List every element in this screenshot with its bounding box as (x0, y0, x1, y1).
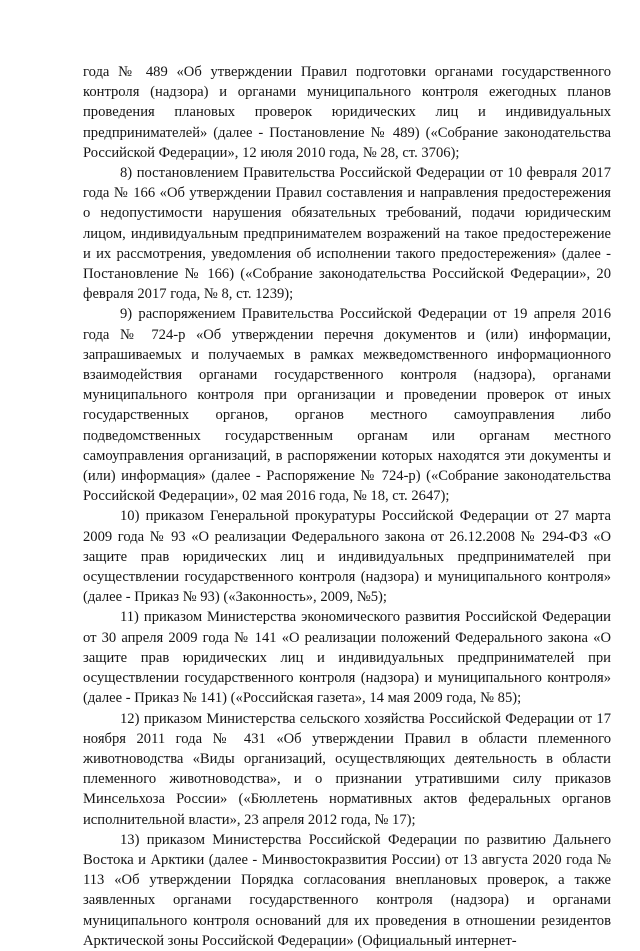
paragraph-item-12: 12) приказом Министерства сельского хозяйства Российской Федерации от 17 ноября 2011 года № 431 «Об утверждении Правил в области племенного животноводства «Виды организаций, осуществляющих деятельность в области племенного животноводства», и о признании утратившими силу приказов Минсельхоза России» («Бюллетень нормативных актов федеральных органов исполнительной власти», 23 апреля 2012 года, № 17); (83, 710, 611, 828)
paragraph-item-8: 8) постановлением Правительства Российской Федерации от 10 февраля 2017 года № 166 «Об утверждении Правил составления и направления предостережения о недопустимости нарушения обязательных требований, подачи юридическим лицом, индивидуальным предпринимателем возражений на такое предостережение и их рассмотрения, уведомления об исполнении такого предостережения» (далее - Постановление № 166) («Собрание законодательства Российской Федерации», 20 февраля 2017 года, № 8, ст. 1239); (83, 165, 611, 303)
paragraph-item-13: 13) приказом Министерства Российской Федерации по развитию Дальнего Востока и Арктики (далее - Минвостокразвития России) от 13 августа 2020 года № 113 «Об утверждении Порядка согласования внеплановых проверок, а также заявленных органами государственного контроля (надзора) и органами муниципального контроля оснований для их проведения в отношении резидентов Арктической зоны Российской Федерации» (Официальный интернет- (83, 831, 611, 949)
paragraph-item-9: 9) распоряжением Правительства Российской Федерации от 19 апреля 2016 года № 724-р «Об утверждении перечня документов и (или) информации, запрашиваемых и получаемых в рамках межведомственного информационного взаимодействия органами государственного контроля (надзора), органами муниципального контроля при организации и проведении проверок от иных государственных органов, органов местного самоуправления либо подведомственных государственным органам или органам местного самоуправления организаций, в распоряжении которых находятся эти документы и (или) информация» (далее - Распоряжение № 724-р) («Собрание законодательства Российской Федерации», 02 мая 2016 года, № 18, ст. 2647); (83, 306, 611, 505)
document-body (83, 62, 611, 951)
paragraph-7-continuation: года № 489 «Об утверждении Правил подготовки органами государственного контроля (надзора) и органами муниципального контроля ежегодных планов проведения плановых проверок юридических лиц и индивидуальных предпринимателей» (далее - Постановление № 489) («Собрание законодательства Российской Федерации», 12 июля 2010 года, № 28, ст. 3706); (83, 64, 611, 161)
paragraph-item-11: 11) приказом Министерства экономического развития Российской Федерации от 30 апреля 2009 года № 141 «О реализации положений Федерального закона «О защите прав юридических лиц и индивидуальных предпринимателей при осуществлении государственного контроля (надзора) и муниципального контроля» (далее - Приказ № 141) («Российская газета», 14 мая 2009 года, № 85); (83, 609, 611, 707)
paragraph-item-10: 10) приказом Генеральной прокуратуры Российской Федерации от 27 марта 2009 года № 93 «О реализации Федерального закона от 26.12.2008 № 294-ФЗ «О защите прав юридических лиц и индивидуальных предпринимателей при осуществлении государственного контроля (надзора) и муниципального контроля» (далее - Приказ № 93) («Законность», 2009, №5); (83, 508, 611, 606)
